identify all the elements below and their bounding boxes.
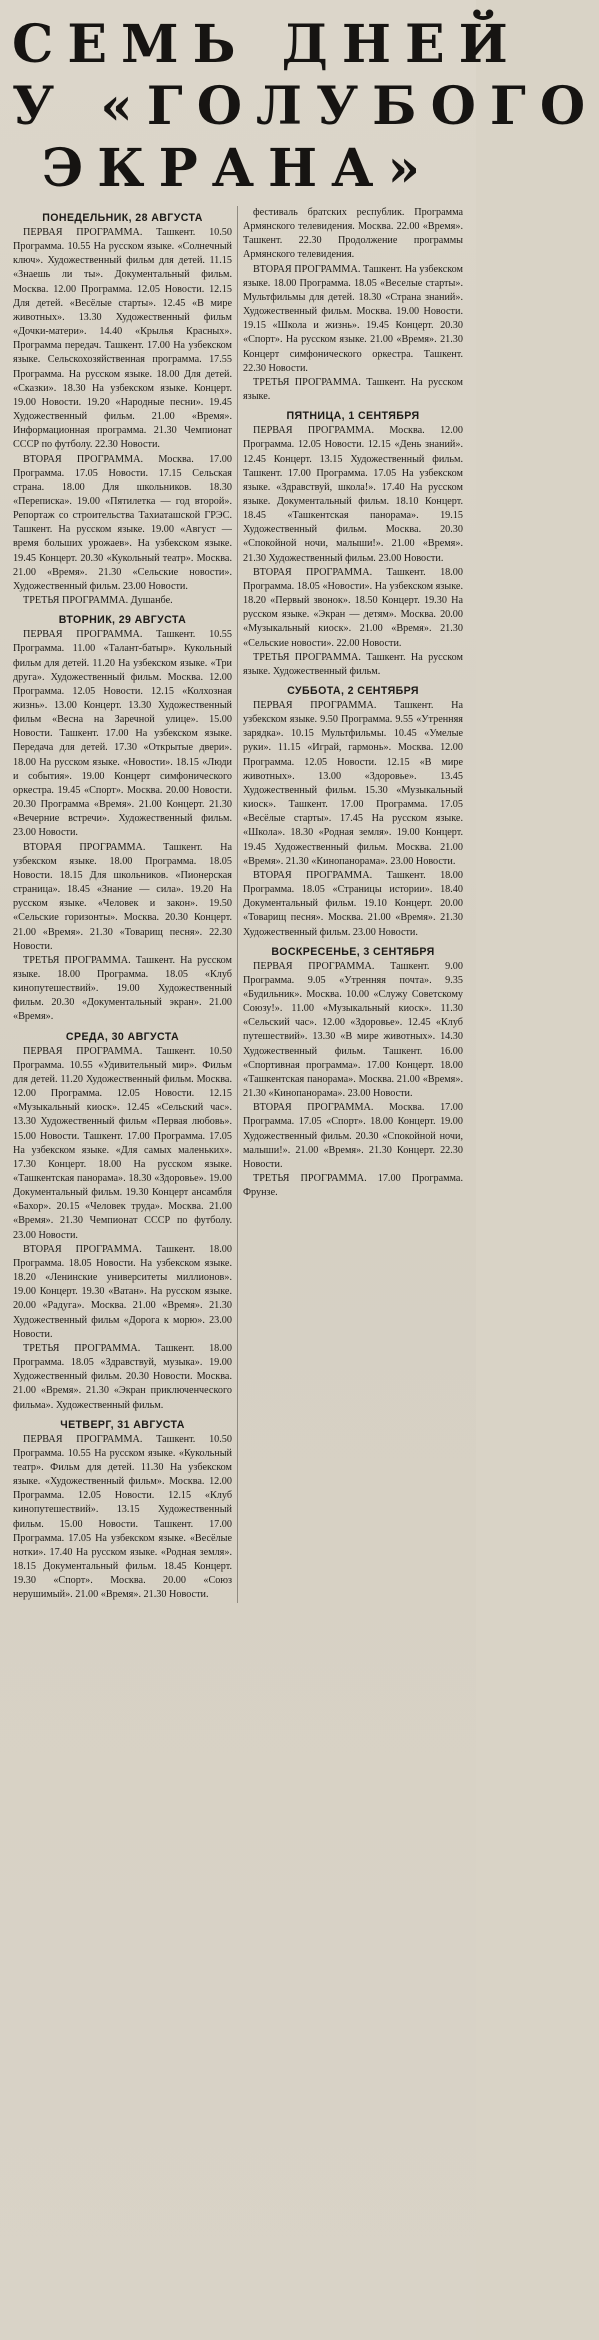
monday-second-program: ВТОРАЯ ПРОГРАММА. Москва. 17.00 Программа. 17.05 Новости. 17.15 Сельская страна. 18.00 Для школьников. 18.30 «Переписка». 19.00 «Пятилетка — год второй». Репортаж со строительства Тахиаташской ГРЭС. Ташкент. На русском языке. 19.00 «Август — время больших урожаев». На узбекском языке. 19.45 Концерт. 20.30 «Кукольный театр». Москва. 21.00 «Время». 21.30 «Сельские новости». Художественный фильм. 23.00 Новости. <box>13 453 232 592</box>
wednesday-third-program: ТРЕТЬЯ ПРОГРАММА. Ташкент. 18.00 Программа. 18.05 «Здравствуй, музыка». 19.00 Художественный фильм. 20.30 Новости. Москва. 21.00 «Время». 21.30 «Экран приключенческого фильма». Художественный фильм. <box>13 1342 232 1411</box>
tuesday-third-program: ТРЕТЬЯ ПРОГРАММА. Ташкент. На русском языке. 18.00 Программа. 18.05 «Клуб кинопутешествий». 19.00 Художественный фильм. 20.30 «Документальный экран». 21.00 «Время». <box>13 954 232 1023</box>
tuesday-second-program: ВТОРАЯ ПРОГРАММА. Ташкент. На узбекском языке. 18.00 Программа. 18.05 Новости. 18.15 Для школьников. «Пионерская страница». 18.45 «Знание — сила». 19.20 На русском языке. «Человек и закон». 19.50 «Сельские горизонты». Москва. 20.30 Концерт. 21.00 «Время». 21.30 «Товарищ песня». 22.30 Новости. <box>13 841 232 952</box>
wednesday-second-program: ВТОРАЯ ПРОГРАММА. Ташкент. 18.00 Программа. 18.05 Новости. На узбекском языке. 18.20 «Ленинские университеты миллионов». 19.00 Концерт. 19.30 «Ватан». На русском языке. 20.00 «Радуга». Москва. 21.00 «Время». 21.30 Художественный фильм «Дорога к морю». 23.00 Новости. <box>13 1243 232 1340</box>
friday-third-program: ТРЕТЬЯ ПРОГРАММА. Ташкент. На русском языке. Художественный фильм. <box>243 651 463 677</box>
thursday-second-program: ВТОРАЯ ПРОГРАММА. Ташкент. На узбекском языке. 18.00 Программа. 18.05 «Веселые старты». Мультфильмы для детей. 18.30 «Страна знаний». Художественный фильм. Москва. 19.00 Новости. 19.15 «Школа и жизнь». 19.45 Концерт. 20.30 «Спорт». На русском языке. 21.00 «Время». 21.30 Концерт симфонического оркестра. Ташкент. 22.30 Новости. <box>243 263 463 374</box>
sunday-first-program: ПЕРВАЯ ПРОГРАММА. Ташкент. 9.00 Программа. 9.05 «Утренняя почта». 9.35 «Будильник». Москва. 10.00 «Служу Советскому Союзу!». 11.00 «Музыкальный киоск». 11.30 «Сельский час». 12.00 «Здоровье». 12.45 «Клуб путешествий». 13.30 «В мире животных». 14.30 Художественный фильм. Ташкент. 16.00 «Спортивная программа». 17.00 Концерт. 18.00 «Ташкентская панорама». Москва. 21.00 «Время». 21.30 «Кинопанорама». 23.00 Новости. <box>243 960 463 1100</box>
day-heading-sunday: ВОСКРЕСЕНЬЕ, 3 СЕНТЯБРЯ <box>271 945 435 958</box>
friday-first-program: ПЕРВАЯ ПРОГРАММА. Москва. 12.00 Программа. 12.05 Новости. 12.15 «День знаний». 12.45 Концерт. 13.15 Художественный фильм. Ташкент. 17.00 Программа. 17.05 На узбекском языке. «Здравствуй, школа!». 17.40 На русском языке. Документальный фильм. 18.10 Концерт. 18.45 «Ташкентская панорама». 19.15 Художественный фильм. Москва. 20.30 «Спокойной ночи, малыши!». 21.00 «Время». 21.30 Художественный фильм. 23.00 Новости. <box>243 425 463 564</box>
sunday-third-program: ТРЕТЬЯ ПРОГРАММА. 17.00 Программа. Фрунзе. <box>243 1173 463 1199</box>
monday-first-program: ПЕРВАЯ ПРОГРАММА. Ташкент. 10.50 Программа. 10.55 На русском языке. «Солнечный ключ». Художественный фильм для детей. 11.15 «Знаешь ли ты». Документальный фильм. Москва. 12.00 Программа. 12.05 Новости. 12.15 Для детей. «Весёлые старты». 12.45 «В мире животных». 13.30 Художественный фильм «Дочки-матери». 14.40 «Крылья Красных». Программа передач. Ташкент. 17.00 На узбекском языке. Сельскохозяйственная программа. 17.55 Программа. На русском языке. 18.00 Для детей. «Сказки». 18.30 На узбекском языке. Концерт. 19.00 Новости. 19.20 «Народные песни». 19.45 Художественный фильм. 21.00 «Время». Информационная программа. 21.30 Чемпионат СССР по футболу. 22.30 Новости. <box>13 227 232 451</box>
headline <box>12 14 599 200</box>
day-heading-thursday: ЧЕТВЕРГ, 31 АВГУСТА <box>60 1418 185 1431</box>
tuesday-first-program: ПЕРВАЯ ПРОГРАММА. Ташкент. 10.55 Программа. 11.00 «Талант-батыр». Кукольный фильм для детей. 11.20 На узбекском языке. «Три друга». Художественный фильм. Москва. 12.00 Программа. 12.05 Новости. 12.15 «Колхозная жизнь». 13.00 Концерт. 13.30 Художественный фильм «Весна на Заречной улице». 15.00 Новости. Ташкент. 17.00 На узбекском языке. Передача для детей. 17.30 «Открытые двери». 18.00 На русском языке. «Новости». 18.15 «Люди и события». 19.00 Концерт симфонического оркестра. 19.45 «Спорт». Москва. 20.00 Новости. 20.30 Программа «Время». 21.00 Концерт. 21.30 «Вечерние встречи». Художественный фильм. 23.00 Новости. <box>13 629 232 839</box>
headline-line-2: У «ГОЛУБОГО <box>12 76 599 137</box>
friday-second-program: ВТОРАЯ ПРОГРАММА. Ташкент. 18.00 Программа. 18.05 «Новости». На узбекском языке. 18.20 «Первый звонок». 18.50 Концерт. 19.30 На русском языке. «Экран — детям». Москва. 20.00 «Музыкальный киоск». 21.00 «Время». 21.30 «Сельские новости». 22.00 Новости. <box>243 566 463 649</box>
day-heading-monday: ПОНЕДЕЛЬНИК, 28 АВГУСТА <box>42 212 203 224</box>
sunday-second-program: ВТОРАЯ ПРОГРАММА. Москва. 17.00 Программа. 17.05 «Спорт». 18.00 Концерт. 19.00 Художественный фильм. 20.30 «Спокойной ночи, малыши!». 21.00 «Время». 21.30 Концерт. 22.30 Новости. <box>243 1102 463 1170</box>
left-column <box>8 206 238 1603</box>
headline-line-1: СЕМЬ ДНЕЙ <box>12 14 522 75</box>
right-column <box>238 206 468 1603</box>
tv-schedule-columns <box>8 206 468 1603</box>
day-heading-tuesday: ВТОРНИК, 29 АВГУСТА <box>58 614 187 627</box>
monday-third-program: ТРЕТЬЯ ПРОГРАММА. Душанбе. <box>23 595 173 607</box>
thursday-third-program: ТРЕТЬЯ ПРОГРАММА. Ташкент. На русском языке. <box>243 376 463 403</box>
saturday-second-program: ВТОРАЯ ПРОГРАММА. Ташкент. 18.00 Программа. 18.05 «Страницы истории». 18.40 Документальный фильм. 19.10 Концерт. 20.00 «Товарищ песня». Москва. 21.00 «Время». 21.30 Художественный фильм. 23.00 Новости. <box>243 869 463 938</box>
thursday-first-program: ПЕРВАЯ ПРОГРАММА. Ташкент. 10.50 Программа. 10.55 На русском языке. «Кукольный театр». Фильм для детей. 11.30 На узбекском языке. «Художественный фильм». Москва. 12.00 Программа. 12.05 Новости. 12.15 «Клуб кинопутешествий». 13.15 Художественный фильм. 15.00 Новости. Ташкент. 17.00 Программа. 17.05 На узбекском языке. «Весёлые нотки». 17.40 На русском языке. «Родная земля». 18.15 Документальный фильм. 18.45 Концерт. 19.30 «Спорт». Москва. 20.00 «Союз нерушимый». 21.00 «Время». 21.30 Новости. <box>13 1433 232 1601</box>
day-heading-friday: ПЯТНИЦА, 1 СЕНТЯБРЯ <box>286 410 420 423</box>
day-heading-saturday: СУББОТА, 2 СЕНТЯБРЯ <box>287 685 419 697</box>
wednesday-first-program: ПЕРВАЯ ПРОГРАММА. Ташкент. 10.50 Программа. 10.55 «Удивительный мир». Фильм для детей. 11.20 Художественный фильм. Москва. 12.00 Программа. 12.05 Новости. 12.15 «Музыкальный киоск». 12.45 «Сельский час». 13.30 Художественный фильм «Первая любовь». 15.00 Новости. Ташкент. 17.00 Программа. 17.05 На узбекском языке. «Для самых маленьких». 17.30 Концерт. 18.00 На русском языке. «Ташкентская панорама». 18.30 «Здоровье». 19.00 Документальный фильм. 19.30 Концерт ансамбля «Бахор». 20.15 «Человек труда». Москва. 21.00 «Время». 21.30 Чемпионат СССР по футболу. 23.00 Новости. <box>13 1045 232 1241</box>
day-heading-wednesday: СРЕДА, 30 АВГУСТА <box>65 1030 180 1043</box>
headline-line-3: ЭКРАНА» <box>41 138 435 199</box>
friday-intro: фестиваль братских республик. Программа Армянского телевидения. Москва. 22.00 «Время». Ташкент. 22.30 Продолжение программы Армянского телевидения. <box>243 207 463 261</box>
saturday-first-program: ПЕРВАЯ ПРОГРАММА. Ташкент. На узбекском языке. 9.50 Программа. 9.55 «Утренняя зарядка». 10.15 Мультфильмы. 10.45 «Умелые руки». 11.15 «Играй, гармонь». Москва. 12.00 Программа. 12.05 Новости. 12.15 «В мире животных». 13.00 «Здоровье». 13.45 Художественный фильм. 15.30 «Музыкальный киоск». Ташкент. 17.00 Программа. 17.05 «Весёлые старты». 17.45 На русском языке. «Школа». 18.30 «Родная земля». 19.00 Концерт. 19.45 Художественный фильм. Москва. 21.00 «Время». 21.30 «Кинопанорама». 23.00 Новости. <box>243 700 463 867</box>
